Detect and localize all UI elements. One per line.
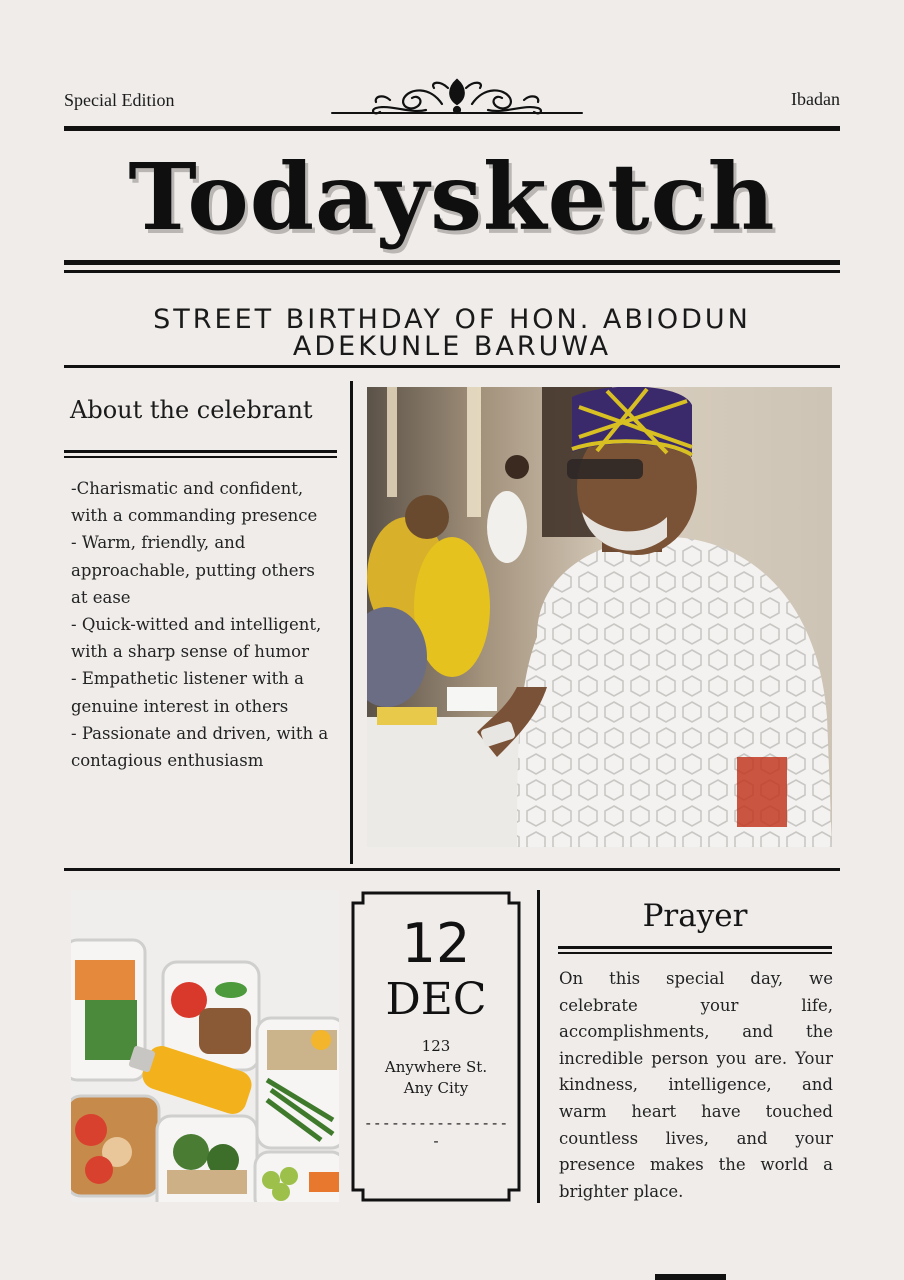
prayer-rule-upper bbox=[558, 946, 832, 949]
address-line-3: Any City bbox=[403, 1079, 469, 1097]
celebrant-illustration bbox=[367, 387, 832, 847]
headline-rule bbox=[64, 365, 840, 368]
about-title: About the celebrant bbox=[70, 396, 313, 424]
event-address bbox=[351, 1036, 521, 1099]
date-box-divider: ----------------- bbox=[363, 1114, 509, 1150]
trait-item: -Charismatic and confident, with a commanding presence bbox=[71, 479, 318, 526]
headline-line-2: ADEKUNLE BARUWA bbox=[292, 331, 612, 362]
location-label: Ibadan bbox=[791, 89, 840, 109]
prayer-text: On this special day, we celebrate your life, accomplishments, and the incredible person you are. Your kindness, intelligence, and warm heart have touched countless lives, and your presence makes the world a brighter place. bbox=[559, 969, 833, 1201]
address-line-1: 123 bbox=[421, 1037, 451, 1055]
masthead-title: Todaysketch bbox=[128, 143, 776, 251]
event-day: 12 bbox=[401, 912, 471, 975]
edition-label: Special Edition bbox=[64, 90, 175, 110]
food-photo bbox=[71, 890, 339, 1202]
section-rule bbox=[64, 868, 840, 871]
masthead-rule-upper bbox=[64, 260, 840, 265]
prayer-title: Prayer bbox=[642, 898, 748, 934]
bottom-mark bbox=[655, 1274, 726, 1280]
event-month: DEC bbox=[385, 974, 487, 1025]
headline bbox=[64, 306, 840, 360]
traits-list bbox=[71, 475, 333, 774]
celebrant-photo bbox=[367, 387, 832, 847]
masthead-rule-lower bbox=[64, 270, 840, 273]
prayer-rule-lower bbox=[558, 952, 832, 954]
prayer-divider bbox=[537, 890, 540, 1203]
about-rule-upper bbox=[64, 450, 337, 453]
meal-prep-illustration bbox=[71, 890, 339, 1202]
headline-line-1: STREET BIRTHDAY OF HON. ABIODUN bbox=[153, 304, 751, 335]
top-rule bbox=[64, 126, 840, 131]
address-line-2: Anywhere St. bbox=[384, 1058, 488, 1076]
flourish-ornament-icon bbox=[330, 74, 584, 122]
trait-item: - Empathetic listener with a genuine interest in others bbox=[71, 669, 305, 716]
trait-item: - Warm, friendly, and approachable, putting others at ease bbox=[71, 533, 315, 607]
about-rule-lower bbox=[64, 456, 337, 458]
trait-item: - Passionate and driven, with a contagious enthusiasm bbox=[71, 723, 329, 771]
column-divider bbox=[350, 381, 353, 864]
trait-item: - Quick-witted and intelligent, with a sharp sense of humor bbox=[71, 615, 322, 662]
